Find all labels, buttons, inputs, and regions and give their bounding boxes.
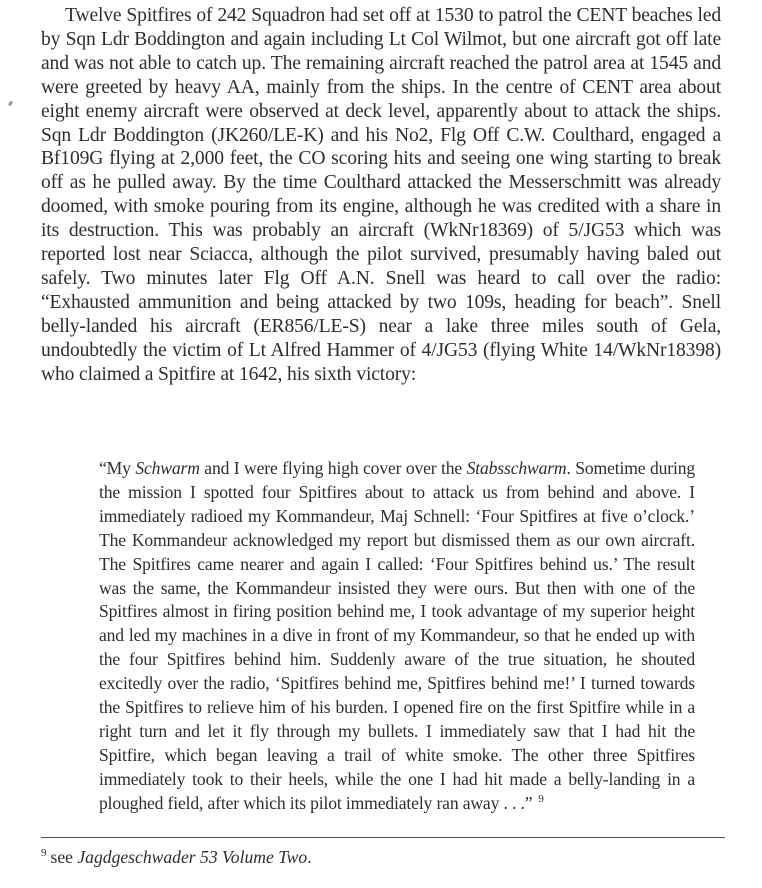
footnote [41, 846, 312, 868]
footnote-title: Jagdgeschwader 53 Volume Two [77, 847, 308, 867]
scan-speck [8, 101, 13, 107]
body-paragraph: Twelve Spitfires of 242 Squadron had set off at 1530 to patrol the CENT beaches led by Sqn Ldr Boddington and again including Lt Col Wilmot, but one aircraft got off late and was not able to catch up. The remaining aircraft reached the patrol area at 1545 and were greeted by heavy AA, mainly from the ships. In the centre of CENT area about eight enemy aircraft were observed at deck level, apparently about to attack the ships. Sqn Ldr Boddington (JK260/LE-K) and his No2, Flg Off C.W. Coulthard, engaged a Bf109G flying at 2,000 feet, the CO scoring hits and seeing one wing starting to break off as he pulled away. By the time Coulthard attacked the Messerschmitt was already doomed, with smoke pouring from its engine, although he was credited with a share in its destruction. This was probably an aircraft (WkNr18369) of 5/JG53 which was reported lost near Sciacca, although the pilot survived, presumably having baled out safely. Two minutes later Flg Off A.N. Snell was heard to call over the radio: “Exhausted ammunition and being attacked by two 109s, heading for beach”. Snell belly-landed his aircraft (ER856/LE-S) near a lake three miles south of Gela, undoubtedly the victim of Lt Alfred Hammer of 4/JG53 (flying White 14/WkNr18398) who claimed a Spitfire at 1642, his sixth victory: [41, 5, 721, 385]
quote-open: “My [99, 458, 136, 478]
quote-rest: . Sometime during the mission I spotted four Spitfires about to attack us from behind and above. I immediately radioed my Kommandeur, Maj Schnell: ‘Four Spitfires at five o’clock.’ The Kommandeur acknowledged my report but dismissed them as our own aircraft. The Spitfires came nearer and again I called: ‘Four Spitfires behind us.’ The result was the same, the Kommandeur insisted they were ours. But then with one of the Spitfires almost in firing position behind me, I took advantage of my superior height and led my machines in a dive in front of my Kommandeur, so that he ended up with the four Spitfires behind him. Suddenly aware of the true situation, he shouted excitedly over the radio, ‘Spitfires behind me, Spitfires behind me!’ I turned towards the Spitfires to relieve him of his burden. I opened fire on the first Spitfire while in a right turn and let it fly through my bullets. I immediately saw that I had hit the Spitfire, which began leaving a trail of white smoke. The other three Spitfires immediately took to their heels, while the one I had hit made a belly-landing in a ploughed field, after which its pilot immediately ran away . . .” [99, 458, 695, 813]
footnote-prefix: see [50, 847, 78, 867]
footnote-divider [41, 837, 725, 838]
block-quote [99, 457, 695, 816]
quote-mid: and I were flying high cover over the [199, 458, 467, 478]
footnote-suffix: . [307, 847, 312, 867]
quote-italic-stabsschwarm: Stabsschwarm [466, 458, 567, 478]
footnote-number: 9 [41, 847, 47, 859]
footnote-reference[interactable]: 9 [538, 792, 544, 805]
quote-italic-schwarm: Schwarm [135, 458, 200, 478]
